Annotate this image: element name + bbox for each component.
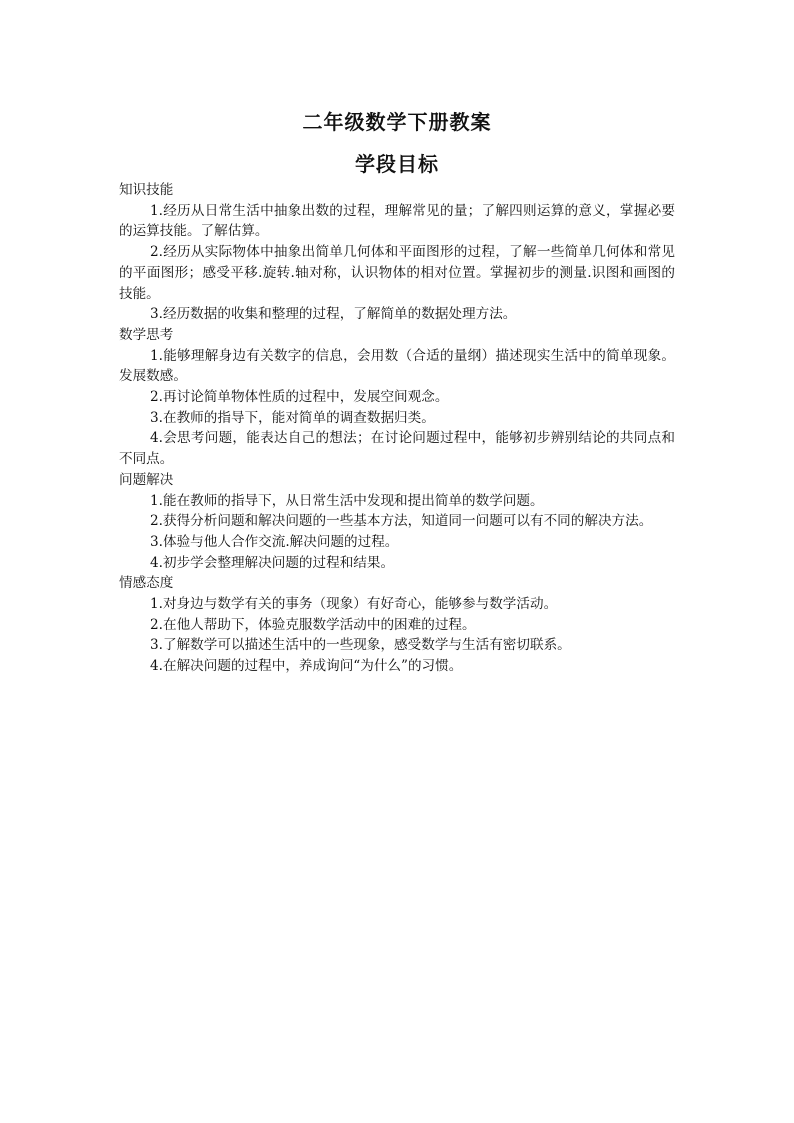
document-subtitle: 学段目标 bbox=[355, 152, 439, 176]
list-item: 1.能够理解身边有关数字的信息，会用数（合适的量纲）描述现实生活中的简单现象。发展数感。 bbox=[119, 347, 675, 385]
section-emotion-attitude bbox=[119, 573, 675, 677]
list-item: 2.在他人帮助下，体验克服数学活动中的困难的过程。 bbox=[150, 616, 476, 633]
list-item: 2.经历从实际物体中抽象出简单几何体和平面图形的过程，了解一些简单几何体和常见的平面图形；感受平移.旋转.轴对称，认识物体的相对位置。掌握初步的测量.识图和画图的技能。 bbox=[119, 244, 675, 302]
list-item: 4.会思考问题，能表达自己的想法；在讨论问题过程中，能够初步辨别结论的共同点和不同点。 bbox=[119, 430, 675, 468]
list-item: 3.了解数学可以描述生活中的一些现象，感受数学与生活有密切联系。 bbox=[150, 637, 571, 654]
section-heading: 问题解决 bbox=[119, 471, 174, 488]
section-heading: 情感态度 bbox=[119, 575, 174, 592]
list-item: 4.在解决问题的过程中，养成询问“为什么”的习惯。 bbox=[150, 658, 463, 675]
document-title: 二年级数学下册教案 bbox=[302, 110, 492, 134]
list-item: 1.经历从日常生活中抽象出数的过程，理解常见的量；了解四则运算的意义，掌握必要的运算技能。了解估算。 bbox=[119, 202, 675, 240]
list-item: 2.再讨论简单物体性质的过程中，发展空间观念。 bbox=[150, 389, 449, 406]
section-heading: 数学思考 bbox=[119, 326, 174, 343]
document-body bbox=[119, 180, 675, 677]
list-item: 3.体验与他人合作交流.解决问题的过程。 bbox=[150, 533, 399, 550]
list-item: 1.对身边与数学有关的事务（现象）有好奇心，能够参与数学活动。 bbox=[150, 596, 558, 613]
list-item: 3.经历数据的收集和整理的过程，了解简单的数据处理方法。 bbox=[150, 306, 517, 323]
section-math-thinking bbox=[119, 325, 675, 470]
list-item: 1.能在教师的指导下，从日常生活中发现和提出简单的数学问题。 bbox=[150, 492, 544, 509]
list-item: 3.在教师的指导下，能对简单的调查数据归类。 bbox=[150, 409, 435, 426]
section-problem-solving bbox=[119, 470, 675, 574]
list-item: 4.初步学会整理解决问题的过程和结果。 bbox=[150, 554, 395, 571]
list-item: 2.获得分析问题和解决问题的一些基本方法，知道同一问题可以有不同的解决方法。 bbox=[150, 513, 653, 530]
section-heading: 知识技能 bbox=[119, 182, 174, 198]
section-knowledge-skills bbox=[119, 180, 675, 325]
